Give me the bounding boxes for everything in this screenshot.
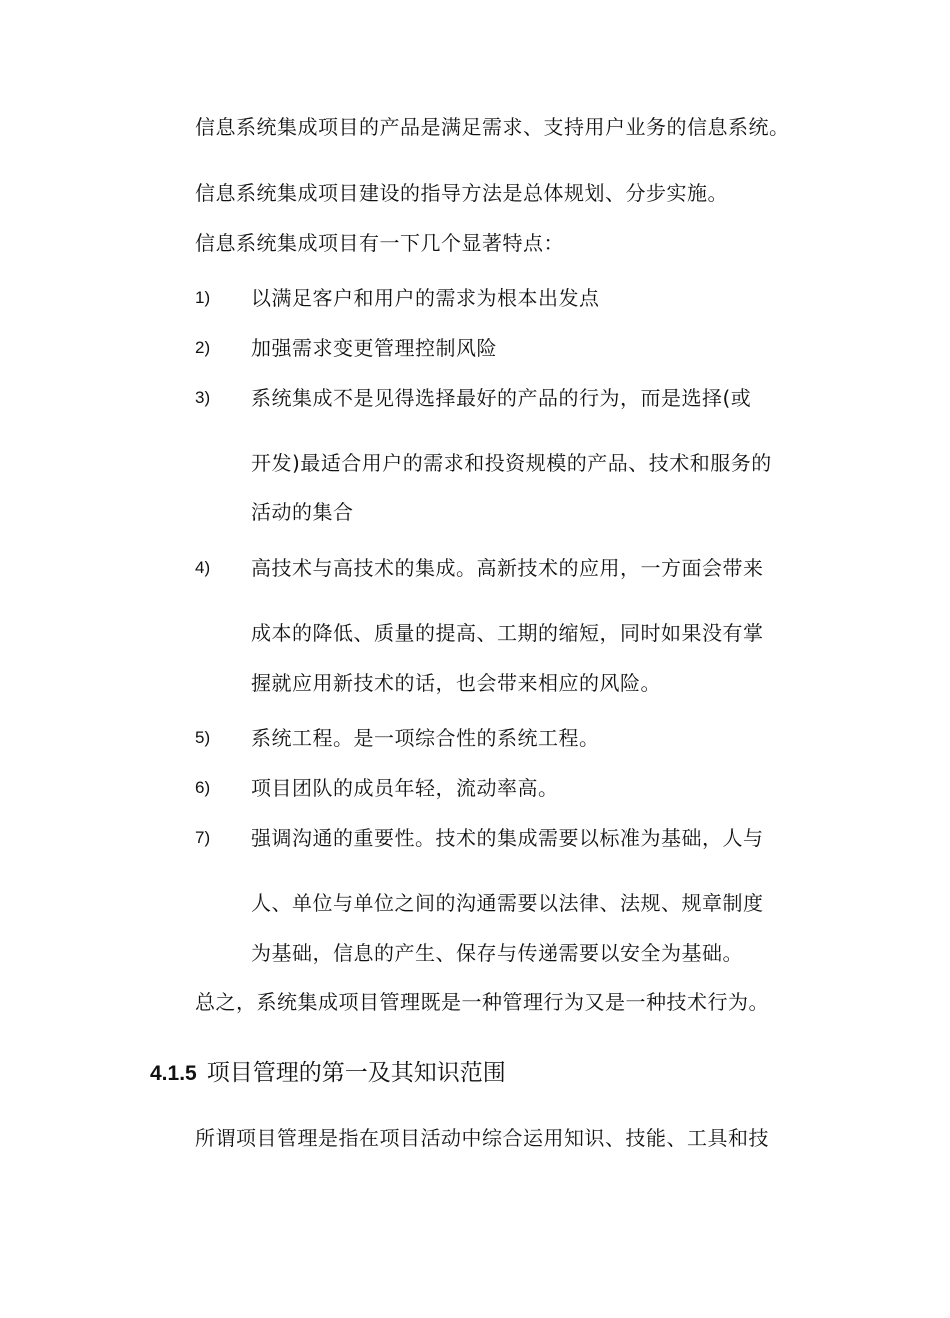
- section-title: 项目管理的第一及其知识范围: [206, 1060, 506, 1086]
- paragraph-project-management: 所谓项目管理是指在项目活动中综合运用知识、技能、工具和技: [195, 1126, 769, 1150]
- list-item-text: 系统集成不是见得选择最好的产品的行为，而是选择(或: [251, 386, 752, 410]
- list-number: 7): [195, 828, 211, 847]
- paragraph-method: 信息系统集成项目建设的指导方法是总体规划、分步实施。: [195, 181, 728, 205]
- paragraph-features-intro: 信息系统集成项目有一下几个显著特点：: [195, 231, 564, 255]
- list-item-text: 加强需求变更管理控制风险: [251, 336, 497, 360]
- list-number: 5): [195, 728, 211, 747]
- list-item-text: 强调沟通的重要性。技术的集成需要以标准为基础，人与: [251, 826, 764, 850]
- section-number: 4.1.5: [150, 1062, 197, 1085]
- list-item-text: 人、单位与单位之间的沟通需要以法律、法规、规章制度: [251, 891, 764, 915]
- list-item-text: 握就应用新技术的话，也会带来相应的风险。: [251, 671, 661, 695]
- list-number: 3): [195, 388, 211, 407]
- list-item-text: 活动的集合: [251, 500, 354, 524]
- list-number: 4): [195, 558, 211, 577]
- list-item-text: 系统工程。是一项综合性的系统工程。: [251, 726, 600, 750]
- list-item-text: 项目团队的成员年轻，流动率高。: [251, 776, 559, 800]
- list-item-text: 以满足客户和用户的需求为根本出发点: [251, 286, 600, 310]
- paragraph-product: 信息系统集成项目的产品是满足需求、支持用户业务的信息系统。: [195, 115, 790, 139]
- list-number: 6): [195, 778, 211, 797]
- list-item-text: 高技术与高技术的集成。高新技术的应用，一方面会带来: [251, 556, 764, 580]
- list-item-text: 开发)最适合用户的需求和投资规模的产品、技术和服务的: [251, 451, 772, 475]
- list-item-text: 成本的降低、质量的提高、工期的缩短，同时如果没有掌: [251, 621, 764, 645]
- section-heading: [150, 1058, 506, 1089]
- list-number: 2): [195, 338, 211, 357]
- paragraph-summary: 总之，系统集成项目管理既是一种管理行为又是一种技术行为。: [195, 990, 769, 1014]
- list-item-text: 为基础，信息的产生、保存与传递需要以安全为基础。: [251, 941, 743, 965]
- list-number: 1): [195, 288, 211, 307]
